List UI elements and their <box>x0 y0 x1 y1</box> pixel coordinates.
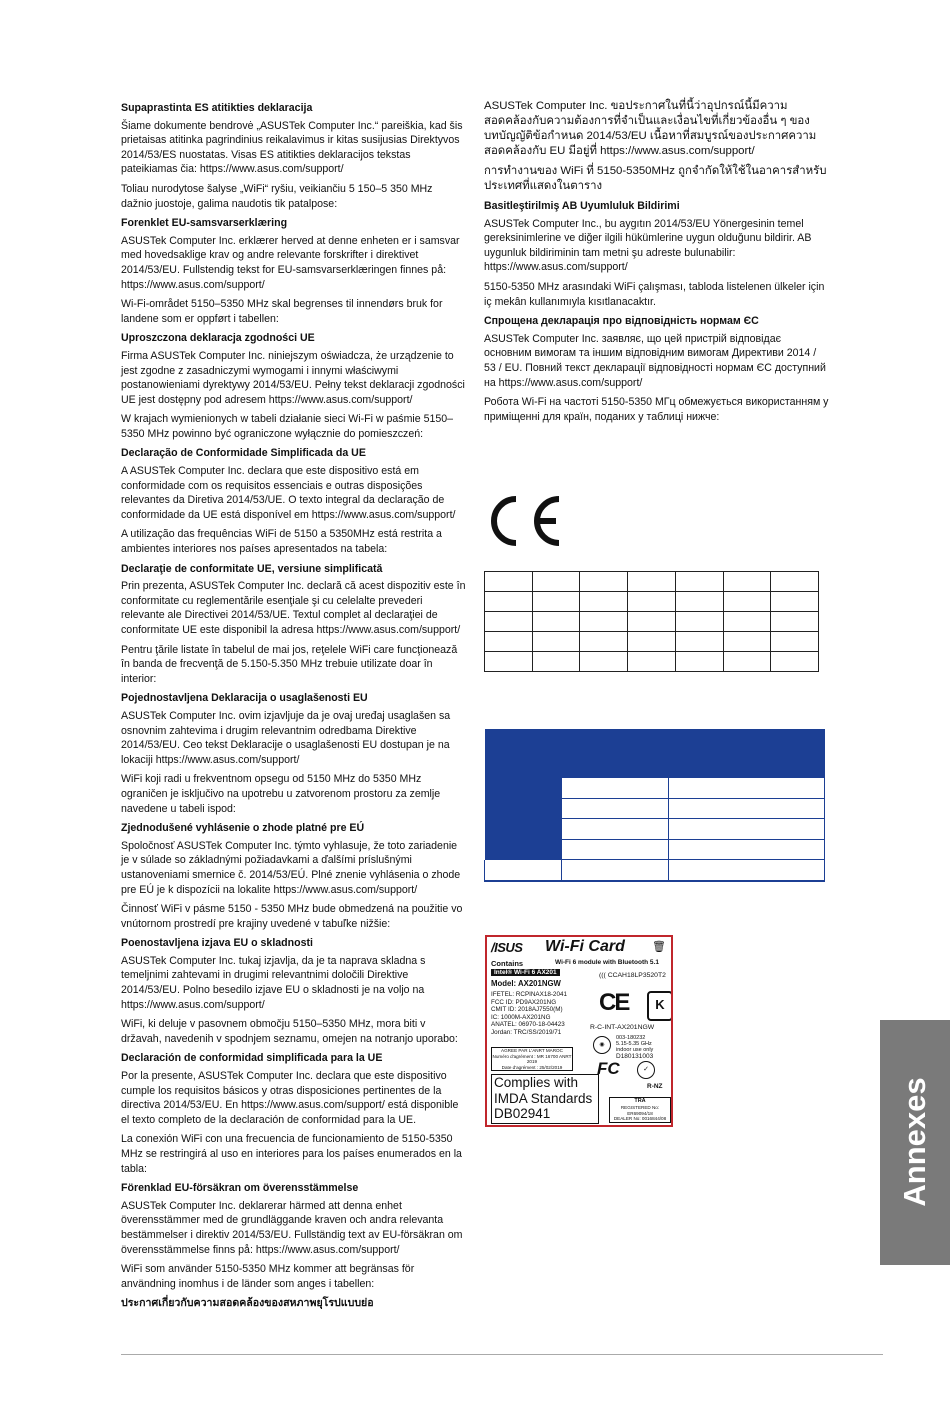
anatel-icon: ◉ <box>593 1036 611 1054</box>
table-row <box>485 652 819 672</box>
section-heading: Pojednostavljena Deklaracija o usaglašenosti EU <box>121 692 368 705</box>
label-ce-mark: CE <box>599 989 629 1016</box>
imda-box <box>491 1074 599 1124</box>
paragraph: การทำงานของ WiFi ที่ 5150-5350MHz ถูกจำกัดให้ใช้ในอาคารสำหรับประเทศที่แสดงในตาราง <box>484 165 827 192</box>
d180-code: D180131003 <box>616 1053 654 1060</box>
paragraph: ASUSTek Computer Inc. erklærer herved at denne enheten er i samsvar med hovedsaklige krav og andre relevante forskrifter i direktivet 2014/53/EU. Fullstendig tekst for EU-samsvarserklæringen finnes på: https://www.asus.com/support/ <box>121 234 460 291</box>
table-cell <box>532 612 580 632</box>
table-cell <box>723 612 771 632</box>
contains-label: Contains <box>491 959 524 968</box>
paragraph: W krajach wymienionych w tabeli działanie sieci Wi-Fi w paśmie 5150–5350 MHz powinno być ograniczone wyłącznie do pomieszczeń: <box>121 413 454 440</box>
imda-line: IMDA Standards <box>494 1090 593 1106</box>
section-heading: Basitleştirilmiş AB Uyumluluk Bildirimi <box>484 200 680 212</box>
table-row <box>485 572 819 592</box>
section-heading: Zjednodušené vyhlásenie o zhode platné pre EÚ <box>121 822 365 835</box>
anrt-stamp <box>491 1047 573 1071</box>
section-heading: ประกาศเกี่ยวกับความสอดคล้องของสหภาพยุโรปแบบย่อ <box>121 1297 374 1310</box>
section-heading: Спрощена декларація про відповідність нормам ЄС <box>484 315 759 328</box>
agree-line: Date d'agrément : 25/02/2019 <box>501 1064 563 1070</box>
section-heading: Förenklad EU-försäkran om överensstämmelse <box>121 1182 359 1195</box>
section-tab <box>880 1020 950 1265</box>
fcc-mark: FC <box>597 1059 620 1078</box>
section-heading: Declaraţie de conformitate UE, versiune simplificată <box>121 562 383 575</box>
cert-id: FCC ID: PD9AX201NG <box>491 998 557 1006</box>
band-table <box>484 729 825 882</box>
table-row <box>485 592 819 612</box>
paragraph: WiFi koji radi u frekventnom opsegu od 5150 MHz do 5350 MHz ograničen je isključivo na upotrebu u zatvorenom prostoru za zemlje navedene u tabeli ispod: <box>121 773 441 815</box>
table-cell <box>723 652 771 672</box>
section-tab-label: Annexes <box>897 1077 932 1207</box>
ccah-code: CCAH18LP3520T2 <box>607 972 666 979</box>
imda-line: DB02941 <box>494 1106 551 1121</box>
cert-id: CMIT ID: 2018AJ7550(M) <box>491 1006 563 1014</box>
table-cell <box>675 592 723 612</box>
table-row <box>485 612 819 632</box>
paragraph: ASUSTek Computer Inc. ovim izjavljuje da je ovaj uređaj usaglašen sa osnovnim zahtevima i drugim relevantnim odredbama Direktive 2014/53/EU. Ceo tekst Deklaracije o usaglašenosti EU dostupan je na lokaciji https://www.asus.com/support/ <box>121 709 451 766</box>
paragraph: WiFi, ki deluje v pasovnem območju 5150–5350 MHz, mora biti v državah, navedenih v spodnjem seznamu, omejen na notranjo uporabo: <box>121 1018 458 1045</box>
table-cell <box>485 612 533 632</box>
right-column <box>484 99 829 429</box>
country-table <box>484 571 819 672</box>
cert-id: Jordan: TRC/SS/2019/71 <box>491 1028 562 1036</box>
section-heading: Declaração de Conformidade Simplificada da UE <box>121 447 366 460</box>
table-cell <box>580 572 628 592</box>
table-cell <box>628 592 676 612</box>
paragraph: ASUSTek Computer Inc. tukaj izjavlja, da je ta naprava skladna s temeljnimi zahtevami in drugimi relevantnimi določili Direktive 2014/53/EU. Polno besedilo izjave EU o skladnosti je na voljo na https://www.asus.com/support/ <box>121 954 426 1011</box>
tra-line: DEALER No: 0016844/08 <box>613 1116 667 1122</box>
paragraph: ASUSTek Computer Inc., bu aygıtın 2014/53/EU Yönergesinin temel gereksinimlerine ve diğer ilgili hükümlerine uygun olduğunu bildirir. AB uygunluk bildiriminin tam metni şu adreste bulunabilir: https://www.asus.com/support/ <box>484 217 812 274</box>
table-cell <box>771 592 819 612</box>
table-cell <box>580 652 628 672</box>
table-cell <box>485 592 533 612</box>
imda-line: Complies with <box>494 1075 579 1090</box>
table-cell <box>771 612 819 632</box>
paragraph: ASUSTek Computer Inc. deklarerar härmed att denna enhet överensstämmer med de grundläggande kraven och andra relevanta bestämmelser i direktiv 2014/53/EU. Fullständig text av EU-försäkran om överensstämmelse finns på: https://www.asus.com/support/ <box>121 1199 463 1256</box>
section-heading: Declaración de conformidad simplificada para la UE <box>121 1052 383 1065</box>
paragraph: 5150-5350 MHz arasındaki WiFi çalışması, tabloda listelenen ülkeler için iç mekân kullanımıyla kısıtlanacaktır. <box>484 280 825 308</box>
asus-logo: /ISUS <box>491 940 523 955</box>
intel-badge: Intel® Wi-Fi 6 AX201 <box>491 969 560 976</box>
table-cell <box>675 612 723 632</box>
table-cell <box>580 612 628 632</box>
left-column <box>121 99 466 1314</box>
paragraph: Firma ASUSTek Computer Inc. niniejszym oświadcza, że urządzenie to jest zgodne z zasadniczymi wymogami i innymi właściwymi postanowieniami dyrektywy 2014/53/EU. Pełny tekst deklaracji zgodności UE jest dostępny pod adresem https://www.asus.com/support/ <box>121 349 465 406</box>
table-cell <box>532 592 580 612</box>
paragraph: ASUSTek Computer Inc. заявляє, що цей пристрій відповідає основним вимогам та іншим відповідним вимогам Директиви 2014 / 53 / EU. Повний текст декларації відповідності нормам ЄС доступний на https://www.asus.com/support/ <box>484 332 826 389</box>
table-cell <box>628 652 676 672</box>
contains-description: Wi-Fi 6 module with Bluetooth 5.1 <box>555 959 659 966</box>
tra-line: REGISTERED No: ER69094/18 <box>620 1104 660 1116</box>
kc-mark-icon: K <box>647 991 673 1021</box>
paragraph: Spoločnosť ASUSTek Computer Inc. týmto vyhlasuje, že toto zariadenie je v súlade so základnými požiadavkami a ďalšími príslušnými ustanoveniami smernice č. 2014/53/EÚ. Plné znenie vyhlásenia o zhode pre EÚ je k dispozícii na lokalite https://www.asus.com/support/ <box>121 839 461 896</box>
table-row <box>485 860 825 881</box>
table-cell <box>580 592 628 612</box>
table-cell <box>723 592 771 612</box>
paragraph: Por la presente, ASUSTek Computer Inc. declara que este dispositivo cumple los requisitos básicos y otras disposiciones pertinentes de la directiva 2014/53/EU. En https://www.asus.com/support/ está disponible el texto completo de la declaración de conformidad para la UE. <box>121 1070 459 1126</box>
table-row <box>485 778 825 798</box>
paragraph: ASUSTek Computer Inc. ขอประกาศในที่นี้ว่าอุปกรณ์นี้มีความสอดคล้องกับความต้องการที่จำเป็นและเงื่อนไขที่เกี่ยวข้องอื่น ๆ ของบทบัญญัติข้อกำหนด 2014/53/EU เนื้อหาที่สมบูรณ์ของประกาศความสอดคล้องกับ EU มีอยู่ที่ https://www.asus.com/support/ <box>484 100 817 157</box>
freq-line: 5.15-5.35 GHz <box>616 1041 652 1048</box>
section-heading: Supaprastinta ES atitikties deklaracija <box>121 102 313 114</box>
rcm-icon: ✓ <box>637 1061 655 1079</box>
label-title: Wi-Fi Card <box>545 938 625 955</box>
table-cell <box>675 632 723 652</box>
paragraph: La conexión WiFi con una frecuencia de funcionamiento de 5150-5350 MHz se restringirá al uso en interiores para los países enumerados en la tabla: <box>121 1133 462 1175</box>
table-cell <box>532 652 580 672</box>
ncc-id: ((( CCAH18LP3520T2 <box>599 972 666 979</box>
paragraph: Prin prezenta, ASUSTek Computer Inc. declară că acest dispozitiv este în conformitate cu reglementările esenţiale şi cu celelalte prevederi relevante ale Directivei 2014/53/UE. Textul complet al declaraţiei de conformitate UE este disponibil la adresa https://www.asus.com/support/ <box>121 580 466 636</box>
table-cell <box>771 652 819 672</box>
cert-id: IC: 1000M-AX201NG <box>491 1013 551 1021</box>
table-cell <box>485 652 533 672</box>
ce-mark <box>486 495 566 547</box>
paragraph: Wi-Fi-området 5150–5350 MHz skal begrenses til innendørs bruk for landene som er oppført i tabellen: <box>121 298 443 325</box>
section-heading: Uproszczona deklaracja zgodności UE <box>121 332 315 345</box>
table-cell <box>675 652 723 672</box>
paragraph: Toliau nurodytose šalyse „WiFi“ ryšiu, veikiančiu 5 150–5 350 MHz dažnio juostoje, galima naudotis tik patalpose: <box>121 182 433 210</box>
table-cell <box>532 632 580 652</box>
tra-box <box>609 1097 671 1123</box>
table-cell <box>771 572 819 592</box>
paragraph: A ASUSTek Computer Inc. declara que este dispositivo está em conformidade com os requisitos essenciais e outras disposições relevantes da Diretiva 2014/53/UE. O texto integral da declaração de conformidade da UE está disponível em https://www.asus.com/support/ <box>121 465 456 521</box>
paragraph: Činnosť WiFi v pásme 5150 - 5350 MHz bude obmedzená na použitie vo vnútornom prostredí pre krajiny uvedené v tabuľke nižšie: <box>121 903 463 930</box>
agree-line: AGREE PAR L'ANRT MAROC <box>501 1048 563 1053</box>
tra-title: TRA <box>634 1098 646 1104</box>
section-heading: Forenklet EU-samsvarserklæring <box>121 217 288 230</box>
table-cell <box>628 612 676 632</box>
paragraph: Šiame dokumente bendrovė „ASUSTek Computer Inc.“ pareiškia, kad šis prietaisas atitinka pagrindinius reikalavimus ir kitas susijusias Direktyvos 2014/53/ES nuostatas. Visas ES atitikties deklaracijos tekstas pateikiamas čia: https://www.asus.com/support/ <box>121 119 463 176</box>
certification-ids <box>491 991 567 1037</box>
paragraph: WiFi som använder 5150-5350 MHz kommer att begränsas för användning inomhus i de länder som anges i tabellen: <box>121 1263 415 1290</box>
freq-line: 003-180232 <box>616 1035 646 1041</box>
table-cell <box>628 632 676 652</box>
table-cell <box>628 572 676 592</box>
freq-line: indoor use only <box>616 1047 654 1054</box>
kc-code: R-C-INT-AX201NGW <box>590 1024 655 1031</box>
table-cell <box>723 632 771 652</box>
cert-id: ANATEL: 06970-18-04423 <box>491 1021 565 1029</box>
table-row <box>485 632 819 652</box>
wifi-card-label <box>485 935 673 1127</box>
table-cell <box>675 572 723 592</box>
table-cell <box>485 572 533 592</box>
agree-line: Numéro d'agrément : MR 16700 ANRT 2019 <box>492 1053 572 1064</box>
table-cell <box>723 572 771 592</box>
table-cell <box>580 632 628 652</box>
paragraph: A utilização das frequências WiFi de 5150 a 5350MHz está restrita a ambientes interiores nos países apresentados na tabela: <box>121 528 442 556</box>
section-heading: Poenostavljena izjava EU o skladnosti <box>121 937 313 950</box>
paragraph: Pentru ţările listate în tabelul de mai jos, reţelele WiFi care funcţionează în banda de frecvenţă de 5.150-5.350 MHz trebuie utilizate doar în interior: <box>121 643 458 685</box>
table-cell <box>771 632 819 652</box>
footer-divider <box>121 1354 883 1355</box>
rnz-code: R-NZ <box>647 1083 663 1090</box>
band-table-header <box>485 729 825 778</box>
model-number: Model: AX201NGW <box>491 979 561 988</box>
cert-id: IFETEL: RCPINAX18-2041 <box>491 991 567 998</box>
frequency-note <box>616 1035 653 1054</box>
table-cell <box>532 572 580 592</box>
paragraph: Робота Wi-Fi на частоті 5150-5350 МГц обмежується використанням у приміщенні для країн, поданих у таблиці нижче: <box>484 396 829 423</box>
weee-bin-icon: 🗑 <box>652 941 666 953</box>
table-cell <box>485 632 533 652</box>
